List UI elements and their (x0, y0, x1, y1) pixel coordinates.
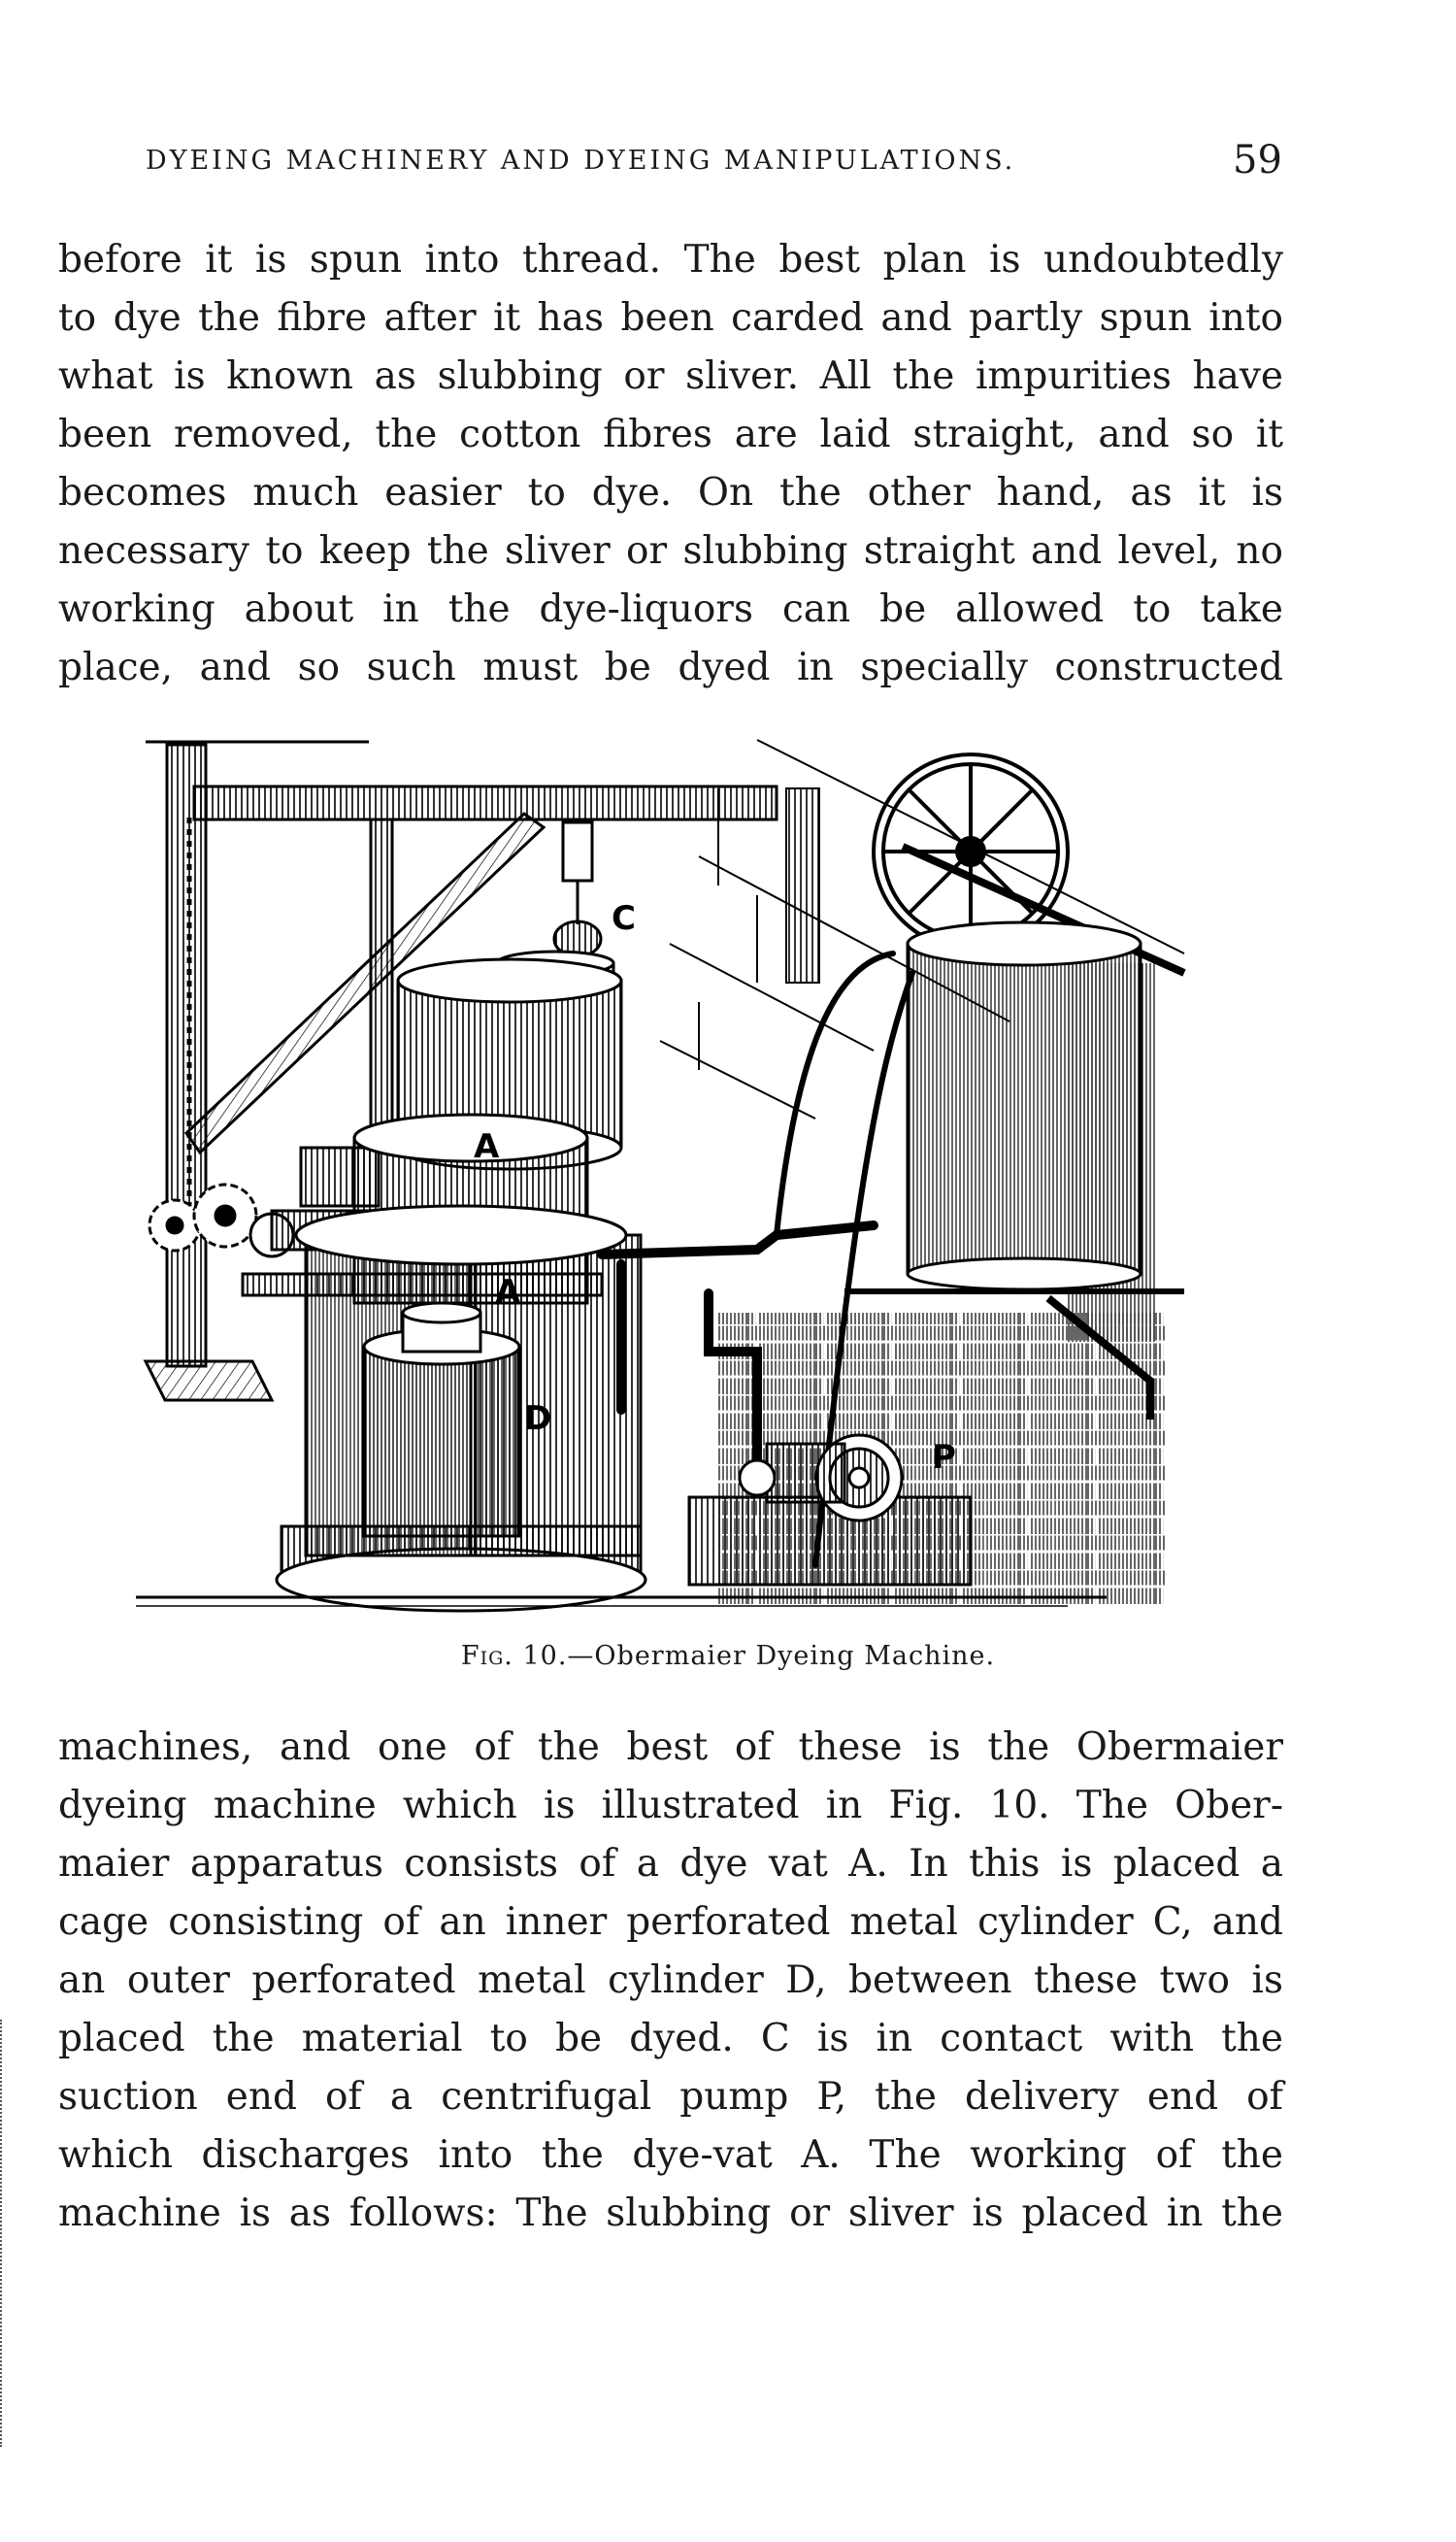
paragraph-2 (58, 1719, 1283, 2243)
caption-figure-number: Fig. 10. (460, 1641, 568, 1671)
label-c: C (612, 899, 636, 938)
text-line: maier apparatus consists of a dye vat A. In this is placed a (58, 1842, 1283, 1886)
running-head: DYEING MACHINERY AND DYEING MANIPULATIONS. (146, 146, 1016, 176)
text-line: place, and so such must be dyed in specially constructed (58, 646, 1283, 689)
text-line: necessary to keep the sliver or slubbing straight and level, no (58, 529, 1283, 573)
figure-obermaier-machine (136, 730, 1213, 1623)
figure-caption (0, 1641, 1456, 1671)
text-line: dyeing machine which is illustrated in Fig. 10. The Ober- (58, 1784, 1283, 1827)
text-line: becomes much easier to dye. On the other hand, as it is (58, 471, 1283, 515)
label-a-upper: A (474, 1127, 500, 1166)
text-line: machine is as follows: The slubbing or sliver is placed in the (58, 2191, 1283, 2235)
text-line: which discharges into the dye-vat A. The working of the (58, 2133, 1283, 2177)
text-line: been removed, the cotton fibres are laid straight, and so it (58, 413, 1283, 456)
text-line: machines, and one of the best of these is the Obermaier (58, 1725, 1283, 1769)
text-line: before it is spun into thread. The best plan is undoubtedly (58, 238, 1283, 282)
page-number: 59 (1233, 138, 1282, 183)
label-p: P (932, 1438, 956, 1477)
text-line: an outer perforated metal cylinder D, between these two is (58, 1958, 1283, 2002)
text-line: what is known as slubbing or sliver. All the impurities have (58, 354, 1283, 398)
text-line: suction end of a centrifugal pump P, the delivery end of (58, 2075, 1283, 2119)
text-line: to dye the fibre after it has been carded and partly spun into (58, 296, 1283, 340)
machine-illustration (136, 730, 1213, 1623)
label-d: D (524, 1399, 552, 1438)
paragraph-1 (58, 231, 1283, 697)
caption-title: —Obermaier Dyeing Machine. (567, 1641, 996, 1671)
text-line: placed the material to be dyed. C is in contact with the (58, 2017, 1283, 2060)
lower-vat (277, 1206, 645, 1611)
scan-edge-artifact (0, 2020, 4, 2447)
text-line: cage consisting of an inner perforated metal cylinder C, and (58, 1900, 1283, 1944)
text-line: working about in the dye-liquors can be allowed to take (58, 587, 1283, 631)
label-a-lower: A (495, 1273, 521, 1312)
